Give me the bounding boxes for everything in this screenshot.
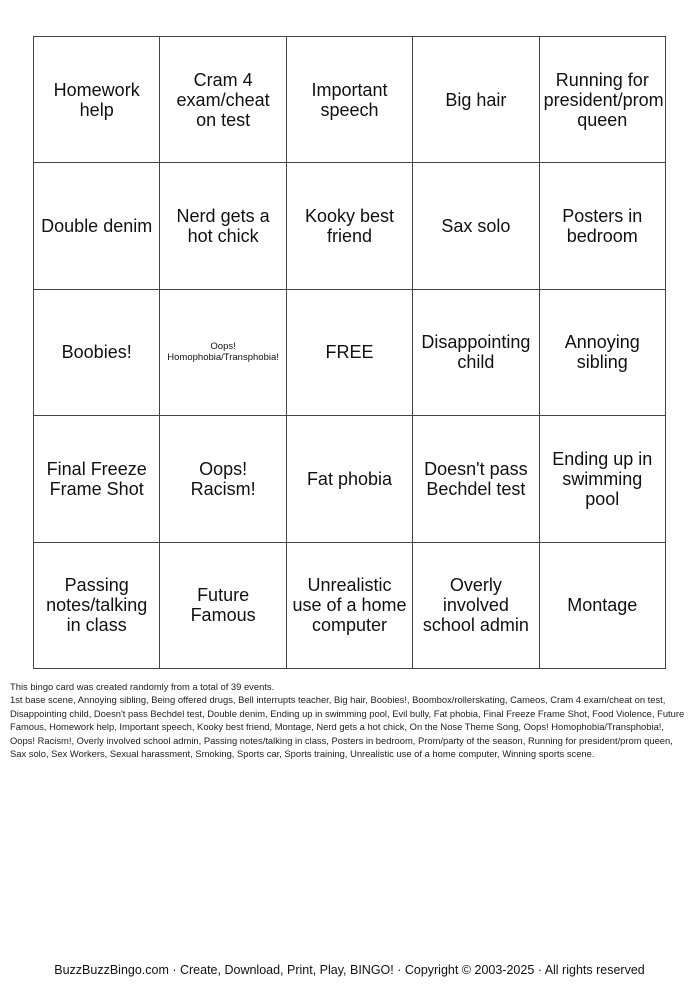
bingo-cell: Big hair [413, 37, 539, 163]
bingo-cell: Kooky best friend [286, 163, 412, 289]
bingo-cell: Sax solo [413, 163, 539, 289]
bingo-cell: Annoying sibling [539, 289, 665, 415]
free-space-cell: FREE [286, 289, 412, 415]
bingo-cell: Cram 4 exam/cheat on test [160, 37, 286, 163]
bingo-row [34, 37, 666, 163]
bingo-cell: Running for president/prom queen [539, 37, 665, 163]
bingo-row [34, 289, 666, 415]
bingo-cell: Fat phobia [286, 416, 412, 542]
bingo-cell: Oops! Homophobia/Transphobia! [160, 289, 286, 415]
bingo-cell: Homework help [34, 37, 160, 163]
bingo-cell: Montage [539, 542, 665, 668]
bingo-row [34, 542, 666, 668]
bingo-row [34, 163, 666, 289]
bingo-cell: Future Famous [160, 542, 286, 668]
bingo-cell: Unrealistic use of a home computer [286, 542, 412, 668]
bingo-cell: Important speech [286, 37, 412, 163]
bingo-cell: Doesn't pass Bechdel test [413, 416, 539, 542]
bingo-cell: Double denim [34, 163, 160, 289]
bingo-cell: Disappointing child [413, 289, 539, 415]
bingo-cell: Passing notes/talking in class [34, 542, 160, 668]
bingo-cell: Posters in bedroom [539, 163, 665, 289]
bingo-cell: Boobies! [34, 289, 160, 415]
bingo-card [33, 36, 666, 669]
bingo-cell: Oops! Racism! [160, 416, 286, 542]
bingo-cell: Nerd gets a hot chick [160, 163, 286, 289]
created-note: This bingo card was created randomly from a total of 39 events. [10, 681, 275, 692]
bingo-row [34, 416, 666, 542]
footer-copyright: BuzzBuzzBingo.com · Create, Download, Print, Play, BINGO! · Copyright © 2003-2025 · All rights reserved [54, 963, 645, 977]
bingo-cell: Overly involved school admin [413, 542, 539, 668]
bingo-cell: Ending up in swimming pool [539, 416, 665, 542]
events-list: 1st base scene, Annoying sibling, Being offered drugs, Bell interrupts teacher, Big hair, Boobies!, Boombox/rollerskating, Cameos, Cram 4 exam/cheat on test, Disappointing child, Doesn't pass Bechdel test, Double denim, Ending up in swimming pool, Evil bully, Fat phobia, Final Freeze Frame Shot, Food Violence, Future Famous, Homework help, Important speech, Kooky best friend, Montage, Nerd gets a hot chick, On the Nose Theme Song, Oops! Homophobia/Transphobia!, Oops! Racism!, Overly involved school admin, Passing notes/talking in class, Posters in bedroom, Prom/party of the season, Running for president/prom queen, Sax solo, Sex Workers, Sexual harassment, Smoking, Sports car, Sports training, Unrealistic use of a home computer, Winning sports scene. [10, 694, 685, 760]
card-info [10, 680, 690, 760]
bingo-cell: Final Freeze Frame Shot [34, 416, 160, 542]
